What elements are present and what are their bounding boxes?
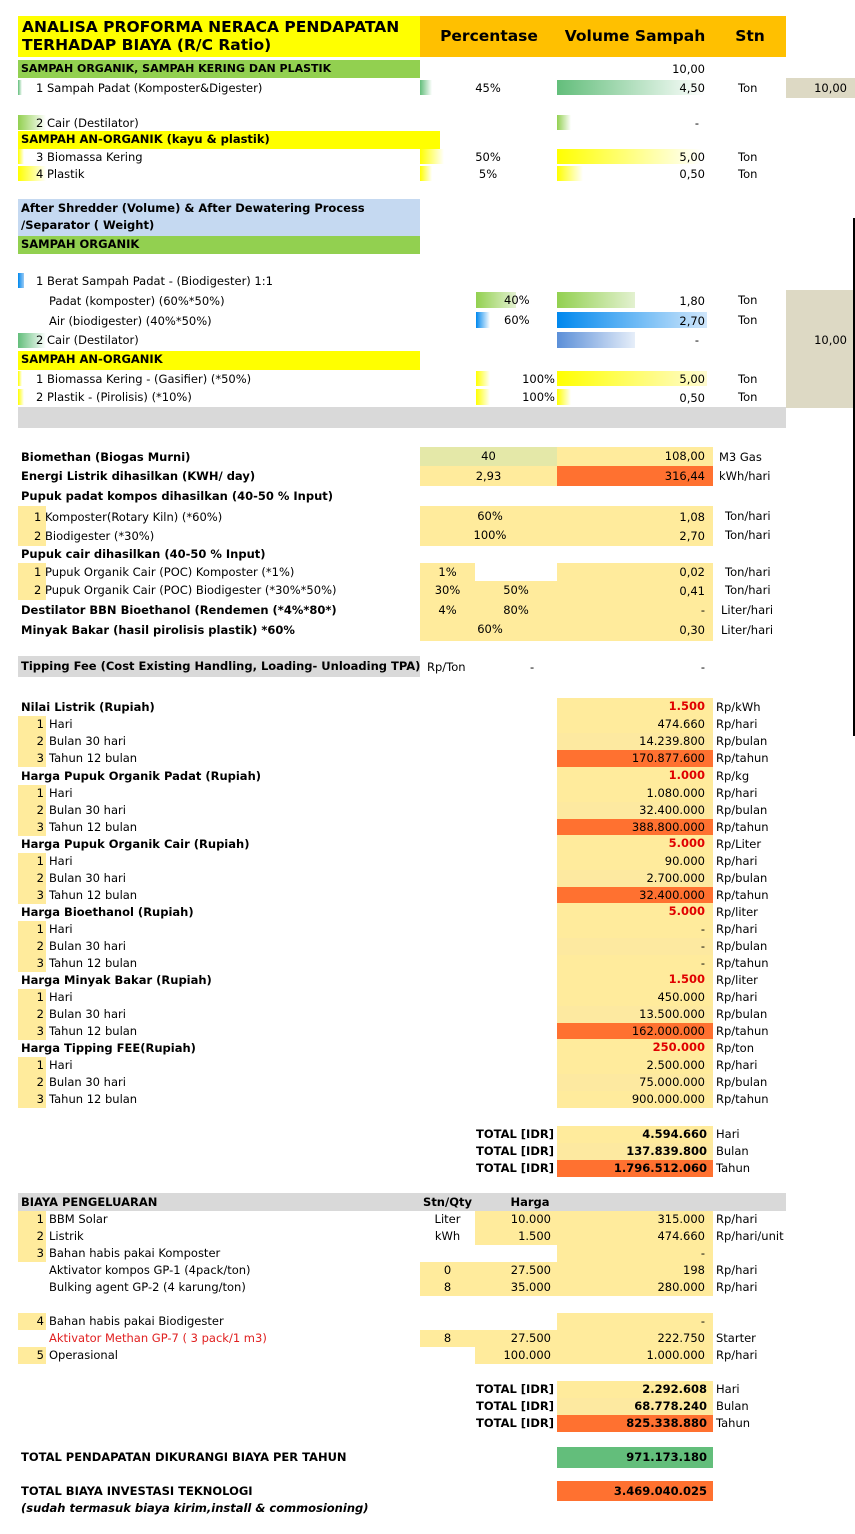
minyak-pct: 60% — [477, 622, 503, 636]
unit-price-unit: Rp/liter — [716, 905, 758, 919]
pct-value: 100% — [522, 390, 555, 404]
expense-harga — [475, 1313, 557, 1330]
expense-value: - — [557, 1313, 713, 1330]
total-volume: 10,00 — [672, 62, 705, 76]
revenue-value: 32.400.000 — [557, 887, 713, 904]
expense-unit: Starter — [716, 1331, 756, 1345]
biodigester-pct: 100% — [473, 528, 507, 542]
volume-value: - — [694, 116, 699, 130]
idx-marker — [18, 80, 22, 95]
revenue-value: 450.000 — [557, 989, 713, 1006]
total-label: TOTAL [IDR] — [476, 1399, 554, 1413]
expense-label: Operasional — [49, 1348, 118, 1362]
unit-price: 1.000 — [557, 767, 713, 785]
expense-qty: kWh — [434, 1229, 461, 1243]
row-poc-komposter: 1 Pupuk Organik Cair (POC) Komposter (*1%) — [34, 565, 295, 579]
pct-value: 50% — [475, 150, 501, 164]
revenue-unit: Rp/tahun — [716, 820, 769, 834]
revenue-unit: Rp/tahun — [716, 1092, 769, 1106]
tipping-v1: - — [530, 660, 535, 674]
revenue-unit: Rp/tahun — [716, 956, 769, 970]
pct-databar — [420, 149, 444, 164]
poc-biodigester-pct1: 30% — [434, 583, 461, 597]
unit: Ton — [738, 167, 758, 181]
row-air-biodigester: Air (biodigester) (40%*50%) — [49, 314, 212, 328]
pct-databar — [420, 166, 432, 181]
revenue-unit: Rp/tahun — [716, 1024, 769, 1038]
row-cair-destilator-2: 2 Cair (Destilator) — [36, 333, 139, 347]
revenue-value: 388.800.000 — [557, 819, 713, 836]
total-label: TOTAL [IDR] — [476, 1161, 554, 1175]
minyak-unit: Liter/hari — [721, 623, 774, 637]
label-minyak-bakar: Minyak Bakar (hasil pirolisis plastik) *60% — [21, 623, 295, 637]
revenue-value: 2.700.000 — [557, 870, 713, 887]
unit-price: 5.000 — [557, 903, 713, 921]
unit-price-unit: Rp/kg — [716, 769, 750, 783]
revenue-unit: Rp/hari — [716, 786, 758, 800]
pct-databar — [420, 80, 432, 95]
komposter-pct: 60% — [477, 509, 503, 523]
investment-note: (sudah termasuk biaya kirim,install & commosioning) — [21, 1501, 369, 1515]
separator-bar — [18, 407, 786, 428]
total-value: 825.338.880 — [557, 1415, 713, 1432]
energi-pct: 2,93 — [420, 466, 557, 486]
expense-idx: 1 — [36, 1212, 44, 1226]
expense-value: 198 — [557, 1262, 713, 1279]
total-unit: Tahun — [716, 1161, 751, 1175]
row-biodigester: 2 Biodigester (*30%) — [34, 529, 155, 543]
revenue-heading: Nilai Listrik (Rupiah) — [21, 700, 155, 714]
revenue-value: 1.080.000 — [557, 785, 713, 802]
section-heading-anorganik-2: SAMPAH AN-ORGANIK — [18, 351, 420, 370]
expense-harga: 27.500 — [475, 1330, 557, 1347]
total-value: 2.292.608 — [557, 1381, 713, 1398]
col-header-harga: Harga — [510, 1195, 550, 1209]
expense-label: Aktivator kompos GP-1 (4pack/ton) — [49, 1263, 251, 1277]
revenue-heading: Harga Bioethanol (Rupiah) — [21, 905, 194, 919]
expense-value: - — [557, 1245, 713, 1262]
revenue-value: 90.000 — [557, 853, 713, 870]
expense-idx: 3 — [36, 1246, 44, 1260]
total-label: TOTAL [IDR] — [476, 1382, 554, 1396]
idx-marker — [18, 371, 22, 386]
biomethan-pct: 40 — [420, 447, 557, 466]
expense-qty — [420, 1347, 475, 1364]
expense-label: Bahan habis pakai Komposter — [49, 1246, 221, 1260]
destilator-pct1: 4% — [438, 603, 457, 617]
pct-value: 60% — [504, 313, 530, 327]
pct-value: 5% — [478, 167, 498, 181]
row-sampah-padat: 1 Sampah Padat (Komposter&Digester) — [36, 81, 263, 95]
row-biomassa-gasifier: 1 Biomassa Kering - (Gasifier) (*50%) — [36, 372, 252, 386]
destilator-value: - — [700, 603, 705, 617]
revenue-unit: Rp/bulan — [716, 871, 768, 885]
volume-value: 0,50 — [679, 167, 705, 181]
expense-qty: 8 — [420, 1279, 475, 1296]
revenue-value: 2.500.000 — [557, 1057, 713, 1074]
expense-unit: Rp/hari — [716, 1280, 758, 1294]
total-label: TOTAL [IDR] — [476, 1416, 554, 1430]
total-value: 4.594.660 — [557, 1126, 713, 1143]
pct-value: 45% — [475, 81, 501, 95]
expense-qty: 8 — [420, 1330, 475, 1347]
revenue-value: 14.239.800 — [557, 733, 713, 750]
row-berat-sampah-padat: 1 Berat Sampah Padat - (Biodigester) 1:1 — [36, 274, 273, 288]
expense-value: 1.000.000 — [557, 1347, 713, 1364]
total-unit: Bulan — [716, 1144, 749, 1158]
col-header-percentase: Percentase — [440, 27, 538, 45]
expense-label: Listrik — [49, 1229, 84, 1243]
revenue-unit: Rp/bulan — [716, 734, 768, 748]
pct-value: 40% — [504, 293, 530, 307]
unit-price-unit: Rp/liter — [716, 973, 758, 987]
idx-marker — [18, 389, 24, 405]
expense-qty: 0 — [420, 1262, 475, 1279]
revenue-value: 32.400.000 — [557, 802, 713, 819]
destilator-pct2: 80% — [503, 603, 529, 617]
unit-price-unit: Rp/ton — [716, 1041, 754, 1055]
revenue-value: 170.877.600 — [557, 750, 713, 767]
revenue-value: - — [557, 938, 713, 955]
title-line-1: ANALISA PROFORMA NERACA PENDAPATAN — [22, 18, 400, 36]
revenue-unit: Rp/tahun — [716, 888, 769, 902]
volume-value: 0,50 — [679, 391, 705, 405]
expense-label: Bahan habis pakai Biodigester — [49, 1314, 224, 1328]
net-income-value: 971.173.180 — [557, 1447, 713, 1468]
poc-komposter-value: 0,02 — [679, 565, 705, 579]
unit: Ton — [738, 293, 758, 307]
revenue-value: 162.000.000 — [557, 1023, 713, 1040]
row-biomassa-kering: 3 Biomassa Kering — [36, 150, 143, 164]
heading-pupuk-padat: Pupuk padat kompos dihasilkan (40-50 % Input) — [21, 489, 334, 503]
pct-databar — [476, 312, 490, 328]
revenue-unit: Rp/tahun — [716, 751, 769, 765]
expense-harga: 10.000 — [475, 1211, 557, 1228]
total-value: 1.796.512.060 — [557, 1160, 713, 1177]
destilator-unit: Liter/hari — [721, 603, 774, 617]
tipping-v2: - — [700, 660, 705, 674]
revenue-value: 13.500.000 — [557, 1006, 713, 1023]
total-value: 137.839.800 — [557, 1143, 713, 1160]
total-unit: Hari — [716, 1382, 740, 1396]
volume-value: 2,70 — [679, 314, 705, 328]
col-header-qty: Stn/Qty — [423, 1195, 472, 1209]
expense-label: Bulking agent GP-2 (4 karung/ton) — [49, 1280, 246, 1294]
revenue-unit: Rp/bulan — [716, 1007, 768, 1021]
side-total-2: 10,00 — [786, 290, 855, 408]
col-header-volume: Volume Sampah — [564, 27, 706, 45]
expenses-heading: BIAYA PENGELUARAN — [21, 1195, 158, 1209]
expense-harga: 100.000 — [475, 1347, 557, 1364]
expense-value: 280.000 — [557, 1279, 713, 1296]
section-heading-anorganik: SAMPAH AN-ORGANIK (kayu & plastik) — [18, 131, 420, 149]
expense-idx: 5 — [36, 1348, 44, 1362]
expense-harga: 1.500 — [475, 1228, 557, 1245]
row-plastik: 4 Plastik — [36, 167, 85, 181]
unit: Ton — [738, 150, 758, 164]
volume-value: 5,00 — [679, 372, 705, 386]
unit-price: 1.500 — [557, 971, 713, 989]
revenue-unit: Rp/bulan — [716, 1075, 768, 1089]
revenue-heading: Harga Pupuk Organik Padat (Rupiah) — [21, 769, 262, 783]
expense-idx: 2 — [36, 1229, 44, 1243]
unit-price: 1.500 — [557, 698, 713, 716]
revenue-unit: Rp/hari — [716, 922, 758, 936]
label-energi: Energi Listrik dihasilkan (KWH/ day) — [21, 469, 256, 483]
minyak-value: 0,30 — [679, 623, 705, 637]
col-header-stn: Stn — [735, 27, 765, 45]
energi-value: 316,44 — [557, 466, 713, 486]
section-heading-organik: SAMPAH ORGANIK — [18, 236, 420, 254]
revenue-heading: Harga Pupuk Organik Cair (Rupiah) — [21, 837, 250, 851]
expense-qty — [420, 1313, 475, 1330]
komposter-unit: Ton/hari — [725, 509, 771, 523]
section-heading-after-shredder: After Shredder (Volume) & After Dewatering Process /Separator ( Weight) — [18, 199, 420, 236]
expense-unit: Rp/hari/unit — [716, 1229, 784, 1243]
heading-pupuk-cair: Pupuk cair dihasilkan (40-50 % Input) — [21, 547, 266, 561]
expense-qty — [420, 1245, 475, 1262]
biodigester-value: 2,70 — [679, 529, 705, 543]
title-line-2: TERHADAP BIAYA (R/C Ratio) — [22, 36, 272, 54]
total-unit: Tahun — [716, 1416, 751, 1430]
revenue-unit: Rp/bulan — [716, 803, 768, 817]
tipping-unit: Rp/Ton — [427, 660, 466, 674]
idx-marker — [18, 149, 24, 164]
volume-value: 5,00 — [679, 150, 705, 164]
biodigester-unit: Ton/hari — [725, 528, 771, 542]
total-unit: Hari — [716, 1127, 740, 1141]
unit-price: 250.000 — [557, 1039, 713, 1057]
pct-value: 100% — [522, 372, 555, 386]
label-tipping-fee: Tipping Fee (Cost Existing Handling, Loading- Unloading TPA) — [18, 656, 420, 677]
row-poc-biodigester: 2 Pupuk Organik Cair (POC) Biodigester (*30%*50%) — [34, 583, 337, 597]
expense-value: 222.750 — [557, 1330, 713, 1347]
expense-unit: Rp/hari — [716, 1348, 758, 1362]
poc-komposter-unit: Ton/hari — [725, 565, 771, 579]
unit: Ton — [738, 372, 758, 386]
label-destilator: Destilator BBN Bioethanol (Rendemen (*4%*80*) — [21, 603, 337, 617]
row-komposter: 1 Komposter(Rotary Kiln) (*60%) — [34, 510, 223, 524]
revenue-heading: Harga Tipping FEE(Rupiah) — [21, 1041, 196, 1055]
row-cair-destilator: 2 Cair (Destilator) — [36, 116, 139, 130]
total-label: TOTAL [IDR] — [476, 1144, 554, 1158]
revenue-unit: Rp/hari — [716, 990, 758, 1004]
expense-harga — [475, 1245, 557, 1262]
title-cell — [18, 16, 420, 57]
net-income-label: TOTAL PENDAPATAN DIKURANGI BIAYA PER TAHUN — [21, 1450, 347, 1464]
energi-unit: kWh/hari — [719, 469, 771, 483]
poc-komposter-pct: 1% — [438, 565, 457, 579]
revenue-value: - — [557, 955, 713, 972]
label-biomethan: Biomethan (Biogas Murni) — [21, 450, 191, 464]
volume-value: 4,50 — [679, 81, 705, 95]
biomethan-unit: M3 Gas — [719, 450, 762, 464]
idx-marker — [18, 273, 24, 288]
total-label: TOTAL [IDR] — [476, 1127, 554, 1141]
expense-harga: 35.000 — [475, 1279, 557, 1296]
revenue-unit: Rp/hari — [716, 854, 758, 868]
expense-value: 474.660 — [557, 1228, 713, 1245]
expense-value: 315.000 — [557, 1211, 713, 1228]
unit: Ton — [738, 313, 758, 327]
expense-label: Aktivator Methan GP-7 ( 3 pack/1 m3) — [49, 1331, 267, 1345]
unit: Ton — [738, 81, 758, 95]
section-heading-organik-kering-plastik: SAMPAH ORGANIK, SAMPAH KERING DAN PLASTIK — [18, 60, 420, 78]
col-b-marker — [420, 131, 440, 149]
komposter-value: 1,08 — [679, 510, 705, 524]
expense-qty: Liter — [434, 1212, 461, 1226]
expense-unit: Rp/hari — [716, 1263, 758, 1277]
expense-idx: 4 — [36, 1314, 44, 1328]
total-unit: Bulan — [716, 1399, 749, 1413]
revenue-value: 474.660 — [557, 716, 713, 733]
investment-label: TOTAL BIAYA INVESTASI TEKNOLOGI — [21, 1484, 253, 1498]
row-padat-komposter: Padat (komposter) (60%*50%) — [49, 294, 225, 308]
poc-biodigester-pct2: 50% — [503, 583, 529, 597]
unit-price-unit: Rp/kWh — [716, 700, 761, 714]
revenue-unit: Rp/hari — [716, 717, 758, 731]
unit: Ton — [738, 390, 758, 404]
revenue-value: 75.000.000 — [557, 1074, 713, 1091]
revenue-unit: Rp/hari — [716, 1058, 758, 1072]
revenue-value: - — [557, 921, 713, 938]
poc-biodigester-unit: Ton/hari — [725, 583, 771, 597]
poc-biodigester-value: 0,41 — [679, 584, 705, 598]
revenue-unit: Rp/bulan — [716, 939, 768, 953]
investment-value: 3.469.040.025 — [557, 1481, 713, 1501]
unit-price: 5.000 — [557, 835, 713, 853]
volume-value: 1,80 — [679, 294, 705, 308]
volume-value: - — [694, 333, 699, 347]
unit-price-unit: Rp/Liter — [716, 837, 762, 851]
revenue-heading: Harga Minyak Bakar (Rupiah) — [21, 973, 212, 987]
total-value: 68.778.240 — [557, 1398, 713, 1415]
side-total: 10,00 — [786, 78, 855, 98]
expense-unit: Rp/hari — [716, 1212, 758, 1226]
expense-label: BBM Solar — [49, 1212, 108, 1226]
row-plastik-pirolisis: 2 Plastik - (Pirolisis) (*10%) — [36, 390, 192, 404]
expense-harga: 27.500 — [475, 1262, 557, 1279]
biomethan-value: 108,00 — [557, 447, 713, 466]
revenue-value: 900.000.000 — [557, 1091, 713, 1108]
